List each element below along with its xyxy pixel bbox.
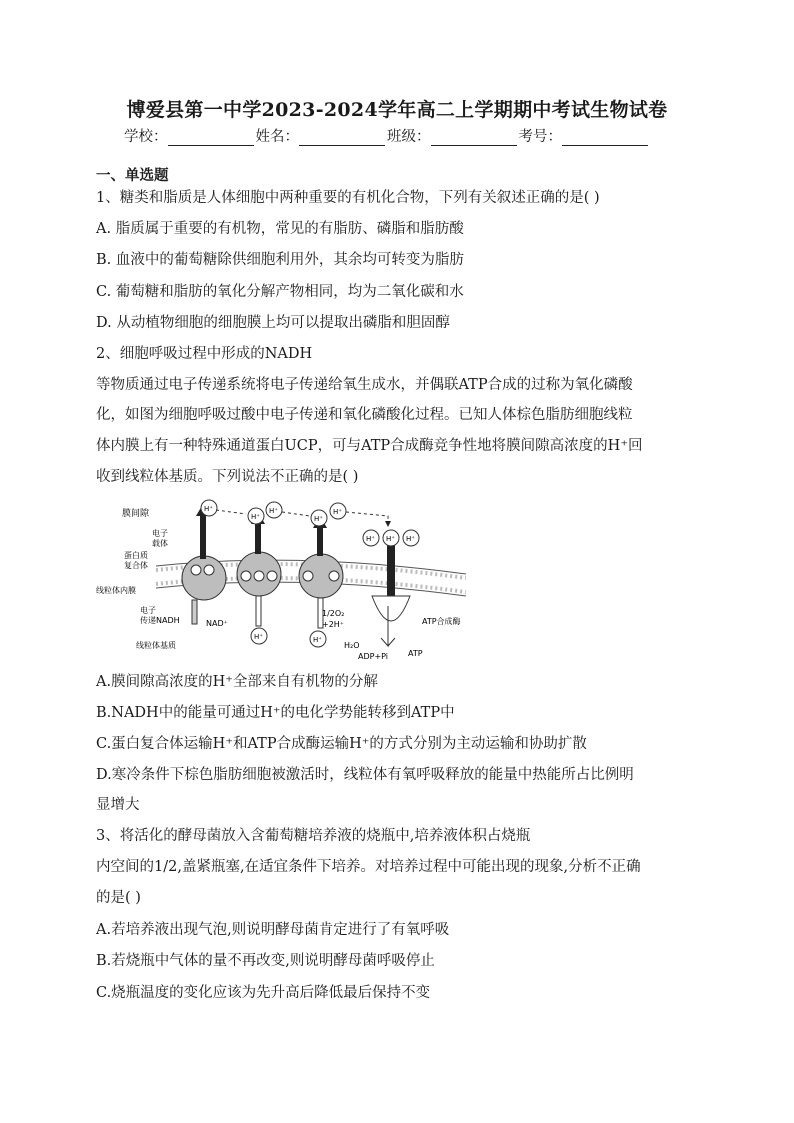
water-label: H₂O [344,641,360,650]
q2-stem-line: 收到线粒体基质。下列说法不正确的是( ) [96,469,359,485]
q2-stem-line: 体内膜上有一种特殊通道蛋白UCP，可与ATP合成酶竞争性地将膜间隙高浓度的H⁺回 [96,438,643,454]
hplus-label: H⁺ [386,535,395,543]
q3-stem-line: 3、将活化的酵母菌放入含葡萄糖培养液的烧瓶中,培养液体积占烧瓶 [96,828,531,844]
hplus-label: H⁺ [254,633,263,641]
electron-transport-diagram [96,496,506,664]
hplus-bottom [251,628,326,647]
hplus-label: H⁺ [314,515,323,523]
q1-option-b: B. 血液中的葡萄糖除供细胞利用外，其余均可转变为脂肪 [96,252,464,268]
class-label: 班级： [387,129,431,145]
q3-option-b: B.若烧瓶中气体的量不再改变,则说明酵母菌呼吸停止 [96,953,435,969]
name-blank[interactable] [299,129,385,146]
q2-stem-line: 等物质通过电子传递系统将电子传递给氧生成水，并偶联ATP合成的过称为氧化磷酸 [96,377,633,393]
complex-label: 蛋白质 [124,551,148,560]
q3-option-a: A.若培养液出现气泡,则说明酵母菌肯定进行了有氧呼吸 [96,922,450,938]
intermembrane-label: 膜间隙 [122,509,150,519]
electron-flow-arrow [216,510,388,526]
protein-complex-2 [237,512,281,626]
electron-transport-label: 电子 [140,606,156,615]
student-info-line [124,125,650,146]
carrier-label: 电子 [152,529,168,538]
q2-stem-line: 化，如图为细胞呼吸过酸中电子传递和氧化磷酸化过程。已知人体棕色脂肪细胞线粒 [96,407,633,423]
q3-stem-line: 的是( ) [96,890,141,906]
name-label: 姓名： [255,129,299,145]
class-blank[interactable] [431,129,517,146]
number-blank[interactable] [562,129,648,146]
protein-complex-1 [182,504,226,624]
electron-transport-label: 传递NADH [140,616,180,625]
complex-label: 复合体 [124,561,148,570]
section-heading: 一、单选题 [96,167,169,184]
hplus-label: H⁺ [313,636,322,644]
q2-option-d: D.寒冷条件下棕色脂肪细胞被激活时，线粒体有氧呼吸释放的能量中热能所占比例明 [96,767,634,783]
hplus-label: H⁺ [269,507,278,515]
q3-option-c: C.烧瓶温度的变化应该为先升高后降低最后保持不变 [96,985,431,1001]
q1-option-a: A. 脂质属于重要的有机物，常见的有脂肪、磷脂和脂肪酸 [96,221,464,237]
adp-label: ADP+Pi [358,652,389,661]
matrix-label: 线粒体基质 [136,641,176,650]
hplus-label: H⁺ [406,535,415,543]
nad-label: NAD⁺ [206,619,228,628]
q1-option-d: D. 从动植物细胞的细胞膜上均可以提取出磷脂和胆固醇 [96,315,450,331]
exam-title: 博爱县第一中学2023-2024学年高二上学期期中考试生物试卷 [126,99,668,121]
q2-option-c: C.蛋白复合体运输H⁺和ATP合成酶运输H⁺的方式分别为主动运输和协助扩散 [96,736,587,752]
number-label: 考号： [518,129,562,145]
hplus-label: H⁺ [251,513,260,521]
atp-synthase-label: ATP合成酶 [422,617,461,626]
carrier-label: 载体 [152,539,168,548]
atp-synthase [372,544,410,646]
q2-stem-line: 2、细胞呼吸过程中形成的NADH [96,346,313,362]
q3-stem-line: 内空间的1/2,盖紧瓶塞,在适宜条件下培养。对培养过程中可能出现的现象,分析不正确 [96,859,641,875]
q1-option-c: C. 葡萄糖和脂肪的氧化分解产物相同，均为二氧化碳和水 [96,284,464,300]
hplus-label: H⁺ [333,508,342,516]
oxygen-label: 1/2O₂ [322,609,345,618]
q2-option-a: A.膜间隙高浓度的H⁺全部来自有机物的分解 [96,674,378,690]
q1-stem: 1、糖类和脂质是人体细胞中两种重要的有机化合物，下列有关叙述正确的是( ) [96,190,600,206]
q2-option-d-cont: 显增大 [96,797,140,813]
school-blank[interactable] [168,129,254,146]
atp-label: ATP [408,649,423,658]
hplus-label: H⁺ [204,505,213,513]
hplus-label: H⁺ [366,535,375,543]
inner-membrane-label: 线粒体内膜 [96,586,136,595]
hplus-top [201,500,419,546]
school-label: 学校： [124,129,168,145]
two-hplus-label: +2H⁺ [322,620,345,629]
q2-option-b: B.NADH中的能量可通过H⁺的电化学势能转移到ATP中 [96,705,455,721]
